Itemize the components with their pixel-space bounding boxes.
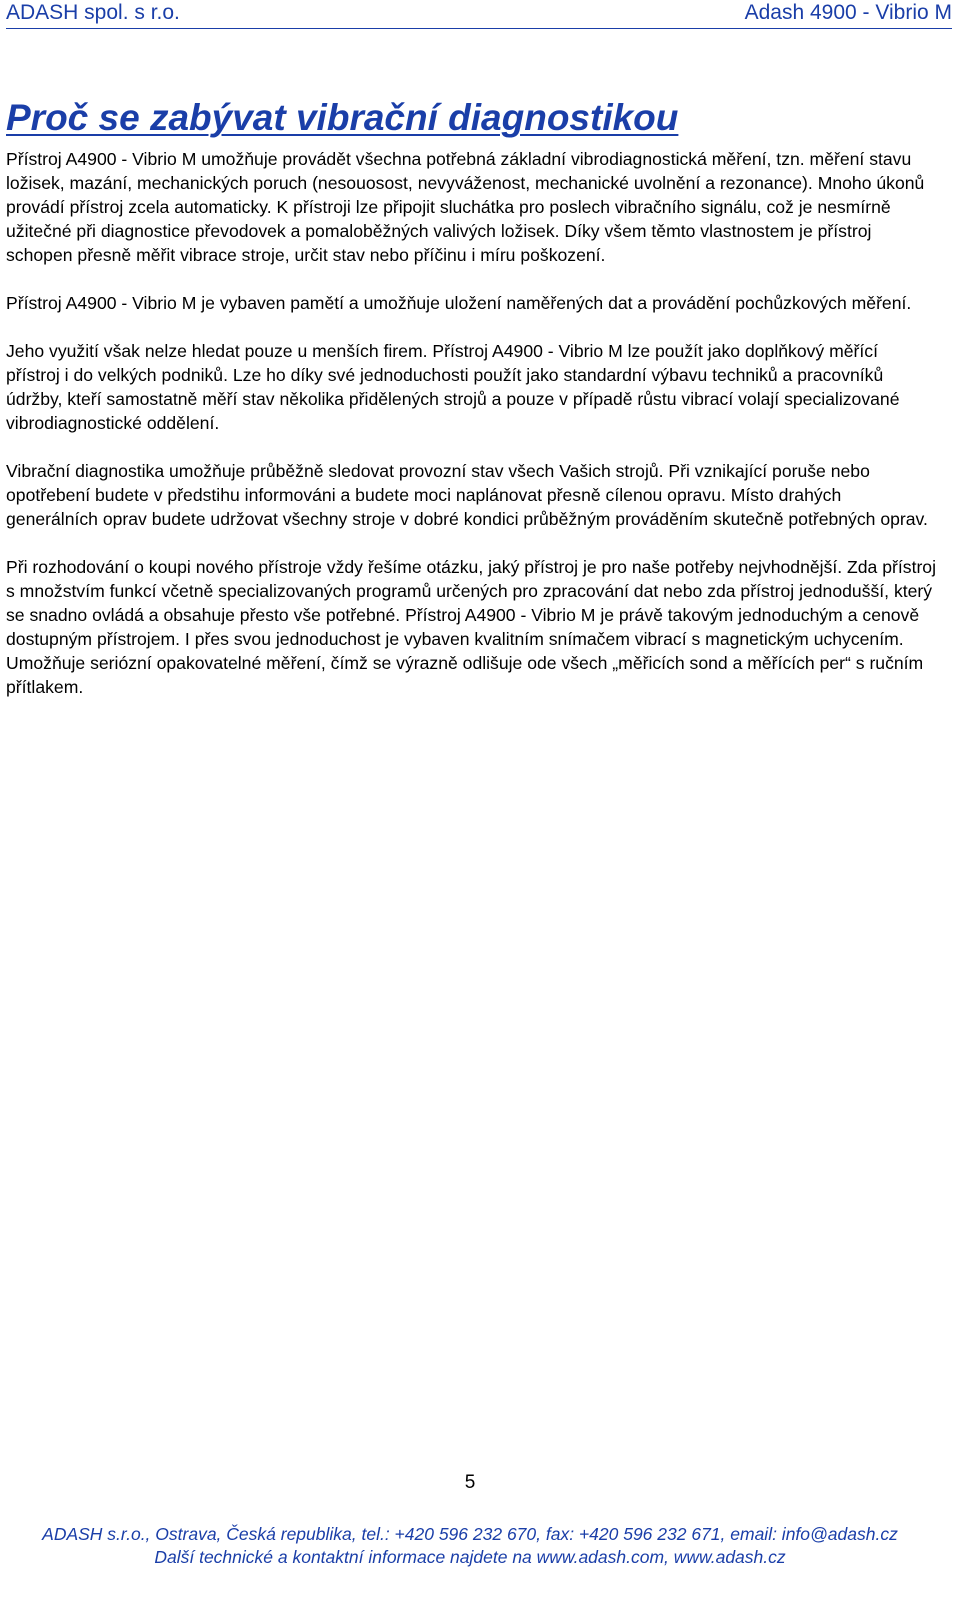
paragraph-usage: Jeho využití však nelze hledat pouze u menších firem. Přístroj A4900 - Vibrio M lze použít jako doplňkový měřící přístroj i do velkých podniků. Lze ho díky své jednoduchosti použít jako standardní výbavu techniků a pracovníků údržby, kteří samostatně měří stav několika přidělených strojů a pouze v případě růstu vibrací volají specializované vibrodiagnostické oddělení. [6,341,900,433]
paragraph-memory: Přístroj A4900 - Vibrio M je vybaven pamětí a umožňuje uložení naměřených dat a provádění pochůzkových měření. [6,293,912,313]
header-company: ADASH spol. s r.o. [6,1,180,24]
header-product: Adash 4900 - Vibrio M [744,1,952,24]
paragraph-intro: Přístroj A4900 - Vibrio M umožňuje provádět všechna potřebná základní vibrodiagnostická měření, tzn. měření stavu ložisek, mazání, mechanických poruch (nesouosost, nevyváženost, mechanické uvolnění a rezonance). Mnoho úkonů provádí přístroj zcela automaticky. K přístroji lze připojit sluchátka pro poslech vibračního signálu, což je nesmírně užitečné při diagnostice převodovek a pomaloběžných valivých ložisek. Díky všem těmto vlastnostem je přístroj schopen přesně měřit vibrace stroje, určit stav nebo příčinu i míru poškození. [6,149,925,265]
footer-contact-line: ADASH s.r.o., Ostrava, Česká republika, tel.: +420 596 232 670, fax: +420 596 232 671, email: info@adash.cz [42,1524,898,1544]
page-title: Proč se zabývat vibrační diagnostikou [6,97,679,138]
paragraph-purchase: Při rozhodování o koupi nového přístroje vždy řešíme otázku, jaký přístroj je pro naše potřeby nejvhodnější. Zda přístroj s množstvím funkcí včetně specializovaných programů určených pro zpracování dat nebo zda přístroj jednodušší, který se snadno ovládá a obsahuje přesto vše potřebné. Přístroj A4900 - Vibrio M je právě takovým jednoduchým a cenově dostupným přístrojem. I přes svou jednoduchost je vybaven kvalitním snímačem vibrací s magnetickým uchycením. Umožňuje seriózní opakovatelné měření, čímž se výrazně odlišuje ode všech „měřicích sond a měřících per“ s ručním přítlakem. [6,557,937,697]
document-body [6,147,936,723]
page-number: 5 [464,1472,476,1493]
page-footer [0,1523,940,1569]
page-header [6,0,952,30]
paragraph-diagnostics: Vibrační diagnostika umožňuje průběžně sledovat provozní stav všech Vašich strojů. Při vznikající poruše nebo opotřebení budete v předstihu informováni a budete moci naplánovat přesně cílenou opravu. Místo drahých generálních oprav budete udržovat všechny stroje v dobré kondici průběžným prováděním skutečně potřebných oprav. [6,461,928,529]
header-divider [6,28,952,29]
footer-web-line: Další technické a kontaktní informace najdete na www.adash.com, www.adash.cz [154,1547,786,1567]
